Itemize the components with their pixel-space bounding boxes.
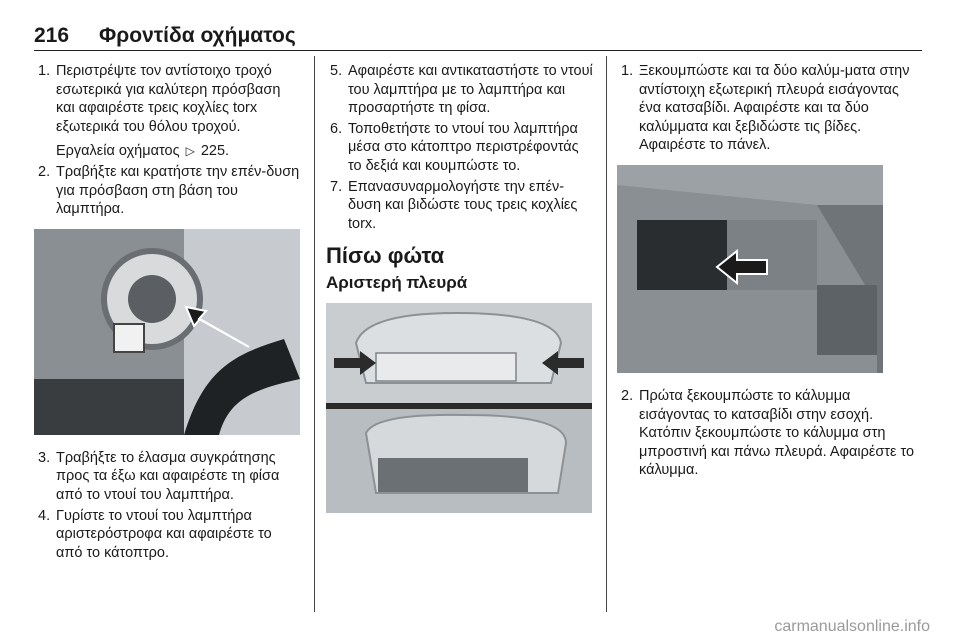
lamp-socket-photo: [34, 229, 300, 435]
step-item: 1. Ξεκουμπώστε και τα δύο καλύμ-ματα στην αντίστοιχη εξωτερική πλευρά εισάγοντας ένα κατσαβίδι. Αφαιρέστε και τα δύο καλύμματα και ξεβιδώστε τις βίδες. Αφαιρέστε το πάνελ.: [621, 63, 910, 154]
step-item: 2. Τραβήξτε και κρατήστε την επέν-δυση για πρόσβαση στη βάση του λαμπτήρα.: [38, 163, 300, 218]
column-divider-2: [606, 56, 607, 612]
page-header: [34, 24, 296, 48]
step-item: 1. Περιστρέψτε τον αντίστοιχο τροχό εσωτερικά για καλύτερη πρόσβαση και αφαιρέστε τρεις κοχλίες torx εξωτερικά του θόλου τροχού.: [38, 63, 281, 135]
watermark: carmanualsonline.info: [774, 618, 930, 635]
page-title: Φροντίδα οχήματος: [99, 24, 296, 47]
step-text: Τραβήξτε και κρατήστε την επέν-δυση για πρόσβαση στη βάση του λαμπτήρα.: [56, 163, 300, 218]
step-text: Αφαιρέστε και αντικαταστήστε το ντουί του λαμπτήρα με το λαμπτήρα και προσαρτήστε τη φίσα.: [348, 63, 593, 117]
step-text: Γυρίστε το ντουί του λαμπτήρα αριστερόστροφα και αφαιρέστε το από το κάτοπτρο.: [56, 507, 272, 561]
step-text: Ξεκουμπώστε και τα δύο καλύμ-ματα στην αντίστοιχη εξωτερική πλευρά εισάγοντας ένα κατσαβίδι. Αφαιρέστε και τα δύο καλύμματα και ξεβιδώστε τις βίδες. Αφαιρέστε το πάνελ.: [639, 63, 910, 154]
step-item: 4. Γυρίστε το ντουί του λαμπτήρα αριστερόστροφα και αφαιρέστε το από το κάτοπτρο.: [38, 507, 272, 561]
column-1: [34, 62, 302, 564]
step-item: 6. Τοποθετήστε το ντουί του λαμπτήρα μέσα στο κάτοπτρο περιστρέφοντάς το δεξιά και κουμπώστε το.: [330, 120, 579, 174]
step-item: 7. Επανασυναρμολογήστε την επέν-δυση και βιδώστε τους τρεις κοχλίες torx.: [330, 178, 578, 232]
header-rule: [34, 50, 922, 51]
rear-light-panel-illustration: [326, 303, 592, 513]
tools-note: Εργαλεία οχήματος ▷ 225.: [56, 143, 230, 160]
section-title: Πίσω φώτα: [326, 243, 445, 269]
step-item: 5. Αφαιρέστε και αντικαταστήστε το ντουί του λαμπτήρα με το λαμπτήρα και προσαρτήστε τη φίσα.: [330, 63, 593, 117]
page-number: 216: [34, 24, 70, 47]
step-item: 2. Πρώτα ξεκουμπώστε το κάλυμμα εισάγοντας το κατσαβίδι στην εσοχή. Κατόπιν ξεκουμπώστε το κάλυμμα στη μπροστινή και πάνω πλευρά. Αφαιρέστε το κάλυμμα.: [621, 387, 915, 479]
step-text: Επανασυναρμολογήστε την επέν-δυση και βιδώστε τους τρεις κοχλίες torx.: [348, 178, 578, 232]
column-divider-1: [314, 56, 315, 612]
step-text: Τραβήξτε το έλασμα συγκράτησης προς τα έξω και αφαιρέστε τη φίσα από το ντουί του λαμπτήρα.: [56, 449, 280, 503]
step-text: Τοποθετήστε το ντουί του λαμπτήρα μέσα στο κάτοπτρο περιστρέφοντάς το δεξιά και κουμπώστε το.: [348, 120, 579, 174]
column-3: [617, 62, 917, 482]
step-text: Πρώτα ξεκουμπώστε το κάλυμμα εισάγοντας το κατσαβίδι στην εσοχή. Κατόπιν ξεκουμπώστε το κάλυμμα στη μπροστινή και πάνω πλευρά. Αφαιρέστε το κάλυμμα.: [639, 387, 915, 479]
arrow-ref-icon: ▷: [185, 144, 195, 159]
page-reference[interactable]: 225.: [200, 143, 230, 160]
column-2: [326, 62, 596, 527]
trunk-panel-photo: [617, 165, 883, 373]
step-item: 3. Τραβήξτε το έλασμα συγκράτησης προς τα έξω και αφαιρέστε τη φίσα από το ντουί του λαμπτήρα.: [38, 449, 280, 503]
step-text: Περιστρέψτε τον αντίστοιχο τροχό εσωτερικά για καλύτερη πρόσβαση και αφαιρέστε τρεις κοχλίες torx εξωτερικά του θόλου τροχού.: [56, 63, 281, 135]
subsection-title: Αριστερή πλευρά: [326, 272, 468, 292]
